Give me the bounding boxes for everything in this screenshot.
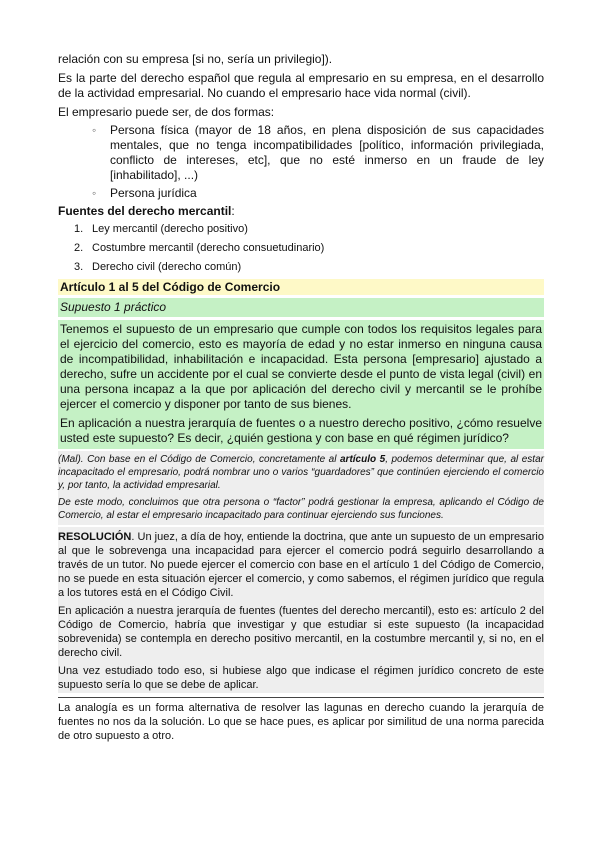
fuentes-heading bbox=[58, 204, 544, 219]
mal-answer-part2: , podemos determinar que, al estar incapacitado el empresario, podrá nombrar uno o varios “guardadores” que continúen ejerciendo el comercio y, por tanto, la actividad empresarial. bbox=[58, 454, 544, 491]
analogia-paragraph: La analogía es un forma alternativa de resolver las lagunas en derecho cuando la jerarquía de fuentes no nos da la solución. Lo que se hace pues, es aplicar por similitud de una norma parecida de otro supuesto a otro. bbox=[58, 702, 544, 742]
resolucion-jerarquia: En aplicación a nuestra jerarquía de fuentes (fuentes del derecho mercantil), esto es: artículo 2 del Código de Comercio, habría que investigar y que estudiar si este supuesto (la incapacidad sobrevenida) se contempla en derecho positivo mercantil, en la costumbre mercantil y, si no, en el derecho civil. bbox=[58, 605, 544, 659]
mal-answer-box bbox=[58, 451, 544, 525]
bullet-marker-icon: ◦ bbox=[92, 186, 97, 200]
supuesto-box bbox=[58, 320, 544, 449]
section-divider bbox=[58, 697, 544, 698]
empresario-forms-list bbox=[58, 123, 544, 201]
list-item bbox=[92, 123, 544, 183]
list-item-text: Persona física (mayor de 18 años, en plena disposición de sus capacidades mentales, que no tenga incompatibilidades [político, información privilegiada, conflicto de intereses, etc], que no esté inmerso en un fraude de ley [inhabilitado], ...) bbox=[110, 123, 544, 182]
list-item-text: Persona jurídica bbox=[110, 186, 197, 200]
mal-answer-article: artículo 5 bbox=[339, 454, 386, 465]
resolucion-text: . Un juez, a día de hoy, entiende la doctrina, que ante un supuesto de un empresario al que le sobrevenga una incapacidad para ejercer el comercio podrá seguirlo desarrollando a través de un tutor. No puede ejercer el comercio con base en el artículo 1 del Código de Comercio, no se puede en esta situación ejercer el comercio, y como sabemos, el régimen jurídico que regula a los tutores está en el Código Civil. bbox=[58, 531, 544, 599]
supuesto-question: En aplicación a nuestra jerarquía de fuentes o a nuestro derecho positivo, ¿cómo resuelve usted este supuesto? Es decir, ¿quién gestiona y con base en qué régimen jurídico? bbox=[60, 416, 542, 445]
list-item-text: Derecho civil (derecho común) bbox=[92, 261, 242, 273]
resolucion-paragraph bbox=[58, 530, 544, 600]
fuentes-list bbox=[58, 222, 544, 274]
list-item-text: Ley mercantil (derecho positivo) bbox=[92, 223, 248, 235]
mal-answer-conclusion: De este modo, concluimos que otra persona o “factor” podrá gestionar la empresa, aplicando el Código de Comercio, al estar el empresario incapacitado para continuar ejerciendo sus funciones. bbox=[58, 497, 544, 521]
resolucion-box bbox=[58, 527, 544, 693]
articulo-heading: Artículo 1 al 5 del Código de Comercio bbox=[58, 279, 544, 295]
list-item bbox=[74, 241, 544, 255]
list-number: 2. bbox=[74, 242, 84, 254]
fuentes-heading-colon: : bbox=[231, 204, 235, 218]
intro-line: relación con su empresa [si no, sería un privilegio]). bbox=[58, 52, 333, 66]
list-item bbox=[74, 222, 544, 236]
intro-paragraph-definition: Es la parte del derecho español que regula al empresario en su empresa, en el desarrollo de la actividad empresarial. No cuando el empresario hace vida normal (civil). bbox=[58, 71, 544, 100]
list-number: 1. bbox=[74, 223, 84, 235]
resolucion-label: RESOLUCIÓN bbox=[58, 531, 132, 543]
resolucion-conclusion: Una vez estudiado todo eso, si hubiese algo que indicase el régimen jurídico concreto de este supuesto sería lo que se debe de aplicar. bbox=[58, 665, 544, 691]
list-item bbox=[92, 186, 544, 201]
document-page bbox=[58, 52, 544, 743]
mal-answer-part1: (Mal). Con base en el Código de Comercio, concretamente al bbox=[58, 454, 340, 465]
intro-paragraph-forms: El empresario puede ser, de dos formas: bbox=[58, 105, 275, 119]
supuesto-body: Tenemos el supuesto de un empresario que cumple con todos los requisitos legales para el ejercicio del comercio, esto es mayoría de edad y no estar inmerso en ninguna causa de incompatibilidad, inhabilitación e incapacidad. Esta persona [empresario] ajustado a derecho, sufre un accidente por el cual se convierte desde el punto de vista legal (civil) en una persona incapaz a la que por aplicación del derecho civil y mercantil se le prohíbe ejercer el comercio y disponer por tanto de sus bienes. bbox=[60, 322, 542, 411]
list-item bbox=[74, 260, 544, 274]
supuesto-title: Supuesto 1 práctico bbox=[58, 298, 544, 317]
mal-answer-paragraph bbox=[58, 453, 544, 492]
bullet-marker-icon: ◦ bbox=[92, 123, 97, 137]
fuentes-heading-text: Fuentes del derecho mercantil bbox=[58, 204, 232, 218]
list-item-text: Costumbre mercantil (derecho consuetudinario) bbox=[92, 242, 325, 254]
list-number: 3. bbox=[74, 261, 84, 273]
